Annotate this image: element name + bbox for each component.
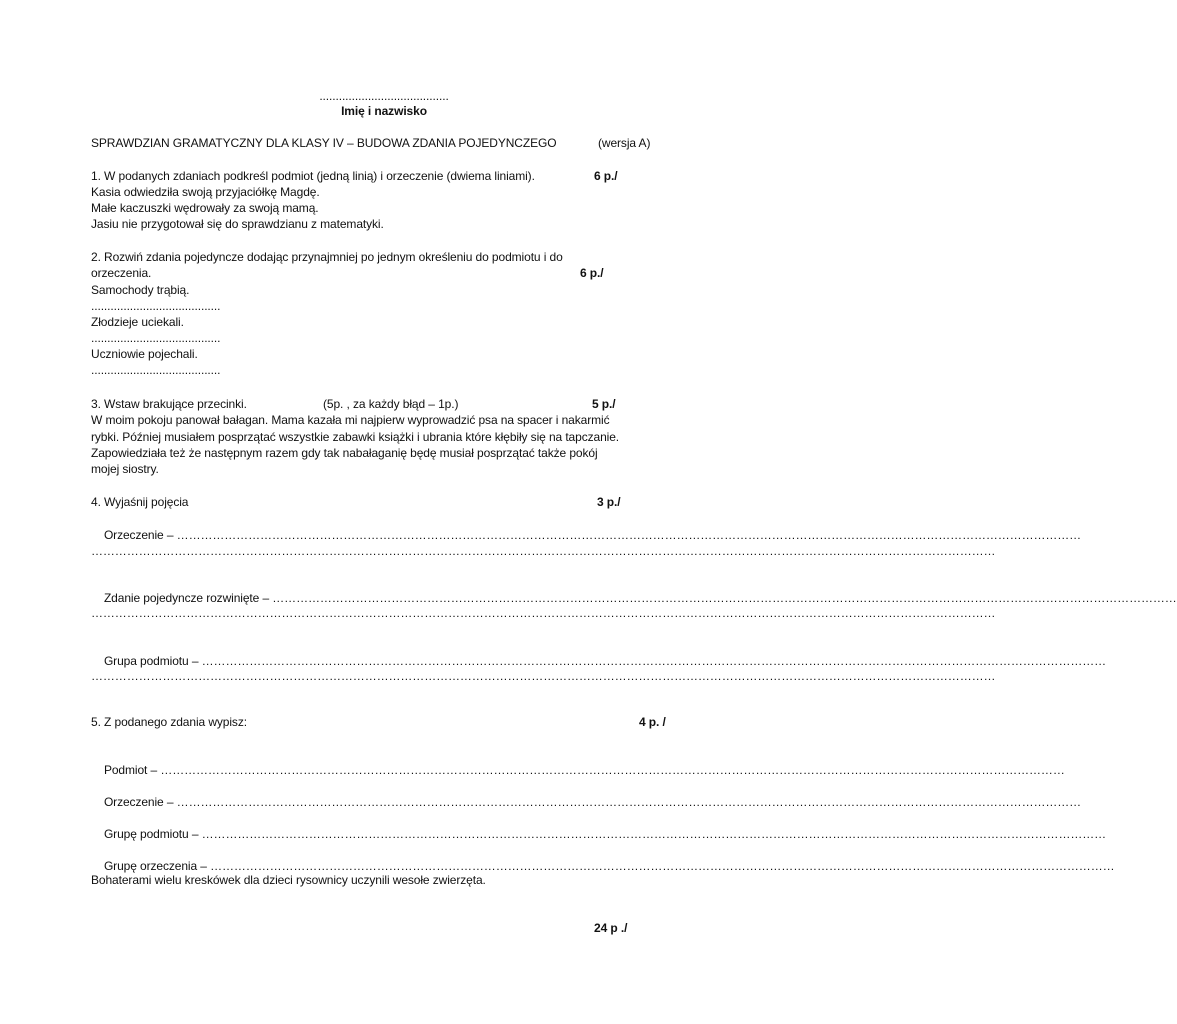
answer-dots: ………………………………………………………………………………………………………………………………………………………………………………………………………… xyxy=(91,669,996,683)
answer-dots: ………………………………………………………………………………………………………………………………………………………………………………………………………… xyxy=(176,528,1082,542)
test-version: (wersja A) xyxy=(598,136,651,150)
answer-dots: ………………………………………………………………………………………………………………………………………………………………………………………………………… xyxy=(201,827,1107,841)
item-label: Podmiot – xyxy=(103,763,161,777)
task1-points: 6 p./ xyxy=(594,169,618,183)
task2-sentence: Złodzieje uciekali. xyxy=(91,315,184,329)
task5-instruction: 5. Z podanego zdania wypisz: xyxy=(91,715,247,729)
answer-dots: ………………………………………………………………………………………………………………………………………………………………………………………………………… xyxy=(91,544,996,558)
task2-instruction: 2. Rozwiń zdania pojedyncze dodając przynajmniej po jednym określeniu do podmiotu i do xyxy=(91,250,563,264)
answer-dots: ………………………………………………………………………………………………………………………………………………………………………………………………………… xyxy=(201,654,1107,668)
task3-text-line: Zapowiedziała też że następnym razem gdy tak nabałaganię będę musiał posprzątać także pokój xyxy=(91,446,598,460)
task3-scoring: (5p. , za każdy błąd – 1p.) xyxy=(323,397,459,411)
task2-sentence: Samochody trąbią. xyxy=(91,283,190,297)
item-label: Grupę podmiotu – xyxy=(103,827,202,841)
answer-dots: ………………………………………………………………………………………………………………………………………………………………………………………………………… xyxy=(160,763,1065,777)
task5-sentence: Bohaterami wielu kreskówek dla dzieci rysownicy uczynili wesołe zwierzęta. xyxy=(91,873,486,887)
answer-dots: ........................................ xyxy=(91,299,221,313)
task3-points: 5 p./ xyxy=(592,397,616,411)
task3-text-line: W moim pokoju panował bałagan. Mama kazała mi najpierw wyprowadzić psa na spacer i nakarmić xyxy=(91,413,610,427)
test-title: SPRAWDZIAN GRAMATYCZNY DLA KLASY IV – BUDOWA ZDANIA POJEDYNCZEGO xyxy=(91,136,557,150)
task1-sentence: Małe kaczuszki wędrowały za swoją mamą. xyxy=(91,201,319,215)
task2-instruction-cont: orzeczenia. xyxy=(91,266,152,280)
answer-dots: ………………………………………………………………………………………………………………………………………………………………………………………………………… xyxy=(210,859,1115,873)
answer-dots: ………………………………………………………………………………………………………………………………………………………………………………………………………… xyxy=(272,591,1177,605)
total-points: 24 p ./ xyxy=(594,921,628,935)
task3-text-line: mojej siostry. xyxy=(91,462,159,476)
name-dots: ........................................ xyxy=(319,89,449,103)
task5-points: 4 p. / xyxy=(639,715,666,729)
task2-sentence: Uczniowie pojechali. xyxy=(91,347,198,361)
answer-dots: ………………………………………………………………………………………………………………………………………………………………………………………………………… xyxy=(91,606,996,620)
term-label: Zdanie pojedyncze rozwinięte – xyxy=(103,591,273,605)
task3-instruction: 3. Wstaw brakujące przecinki. xyxy=(91,397,247,411)
answer-dots: ........................................ xyxy=(91,363,221,377)
task3-text-line: rybki. Później musiałem posprzątać wszystkie zabawki książki i ubrania które kłębiły się na tapczanie. xyxy=(91,430,620,444)
name-label: Imię i nazwisko xyxy=(341,104,427,118)
task1-sentence: Kasia odwiedziła swoją przyjaciółkę Magdę. xyxy=(91,185,320,199)
task2-points: 6 p./ xyxy=(580,266,604,280)
task1-instruction: 1. W podanych zdaniach podkreśl podmiot (jedną linią) i orzeczenie (dwiema liniami). xyxy=(91,169,535,183)
item-label: Orzeczenie – xyxy=(103,795,177,809)
term-label: Grupa podmiotu – xyxy=(103,654,202,668)
item-label: Grupę orzeczenia – xyxy=(103,859,211,873)
answer-dots: ........................................ xyxy=(91,331,221,345)
answer-dots: ………………………………………………………………………………………………………………………………………………………………………………………………………… xyxy=(176,795,1082,809)
term-label: Orzeczenie – xyxy=(103,528,177,542)
task4-points: 3 p./ xyxy=(597,495,621,509)
task4-instruction: 4. Wyjaśnij pojęcia xyxy=(91,495,189,509)
task1-sentence: Jasiu nie przygotował się do sprawdzianu z matematyki. xyxy=(91,217,384,231)
